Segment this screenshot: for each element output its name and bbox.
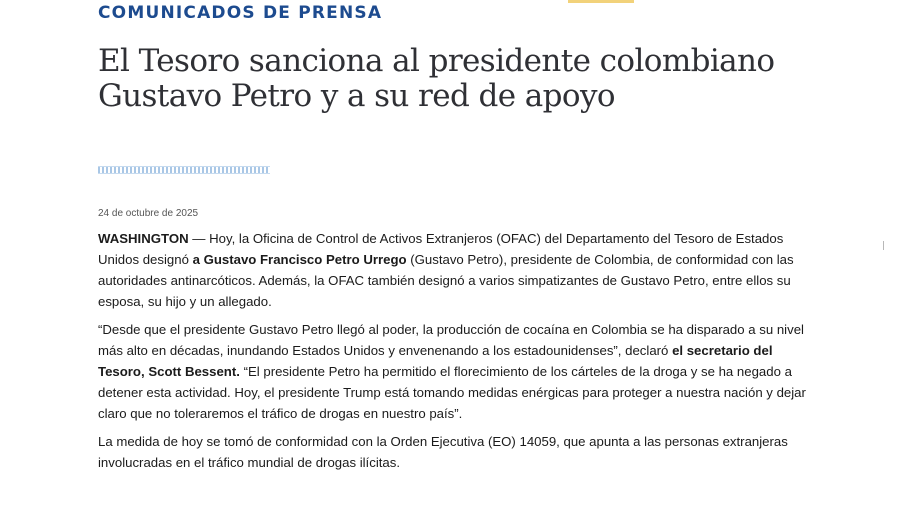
paragraph-2 [98,319,806,424]
paragraph-2-text-a: “Desde que el presidente Gustavo Petro llegó al poder, la producción de cocaína en Colombia se ha disparado a su nivel más alto en décadas, inundando Estados Unidos y envenenando a los estadounidenses”, declaró [98,322,804,358]
top-accent-bar [568,0,634,3]
scroll-marker [883,241,884,250]
section-label-link[interactable]: COMUNICADOS DE PRENSA [98,3,383,23]
article-body [98,228,806,480]
paragraph-1 [98,228,806,312]
paragraph-1-text-a: — Hoy, la Oficina de Control de Activos Extranjeros (OFAC) del Departamento del Tesoro de Estados Unidos designó [98,231,784,267]
dateline: WASHINGTON [98,231,189,246]
paragraph-1-text-b: (Gustavo Petro), presidente de Colombia, de conformidad con las autoridades antinarcóticos. Además, la OFAC también designó a varios simpatizantes de Gustavo Petro, entre ellos su esposa, su hijo y un allegado. [98,252,794,309]
paragraph-3: La medida de hoy se tomó de conformidad con la Orden Ejecutiva (EO) 14059, que apunta a las personas extranjeras involucradas en el tráfico mundial de drogas ilícitas. [98,434,788,470]
paragraph-2-text-b: “El presidente Petro ha permitido el florecimiento de los cárteles de la droga y se ha negado a detener esta actividad. Hoy, el presidente Trump está tomando medidas enérgicas para proteger a nuestra nación y dejar claro que no toleraremos el tráfico de drogas en nuestro país”. [98,364,806,421]
speaker-name: el secretario del Tesoro, Scott Bessent. [98,343,773,379]
designee-name: a Gustavo Francisco Petro Urrego [192,252,407,267]
title-divider [98,166,270,174]
page-title: El Tesoro sanciona al presidente colombiano Gustavo Petro y a su red de apoyo [98,43,775,114]
publish-date: 24 de octubre de 2025 [98,208,199,219]
